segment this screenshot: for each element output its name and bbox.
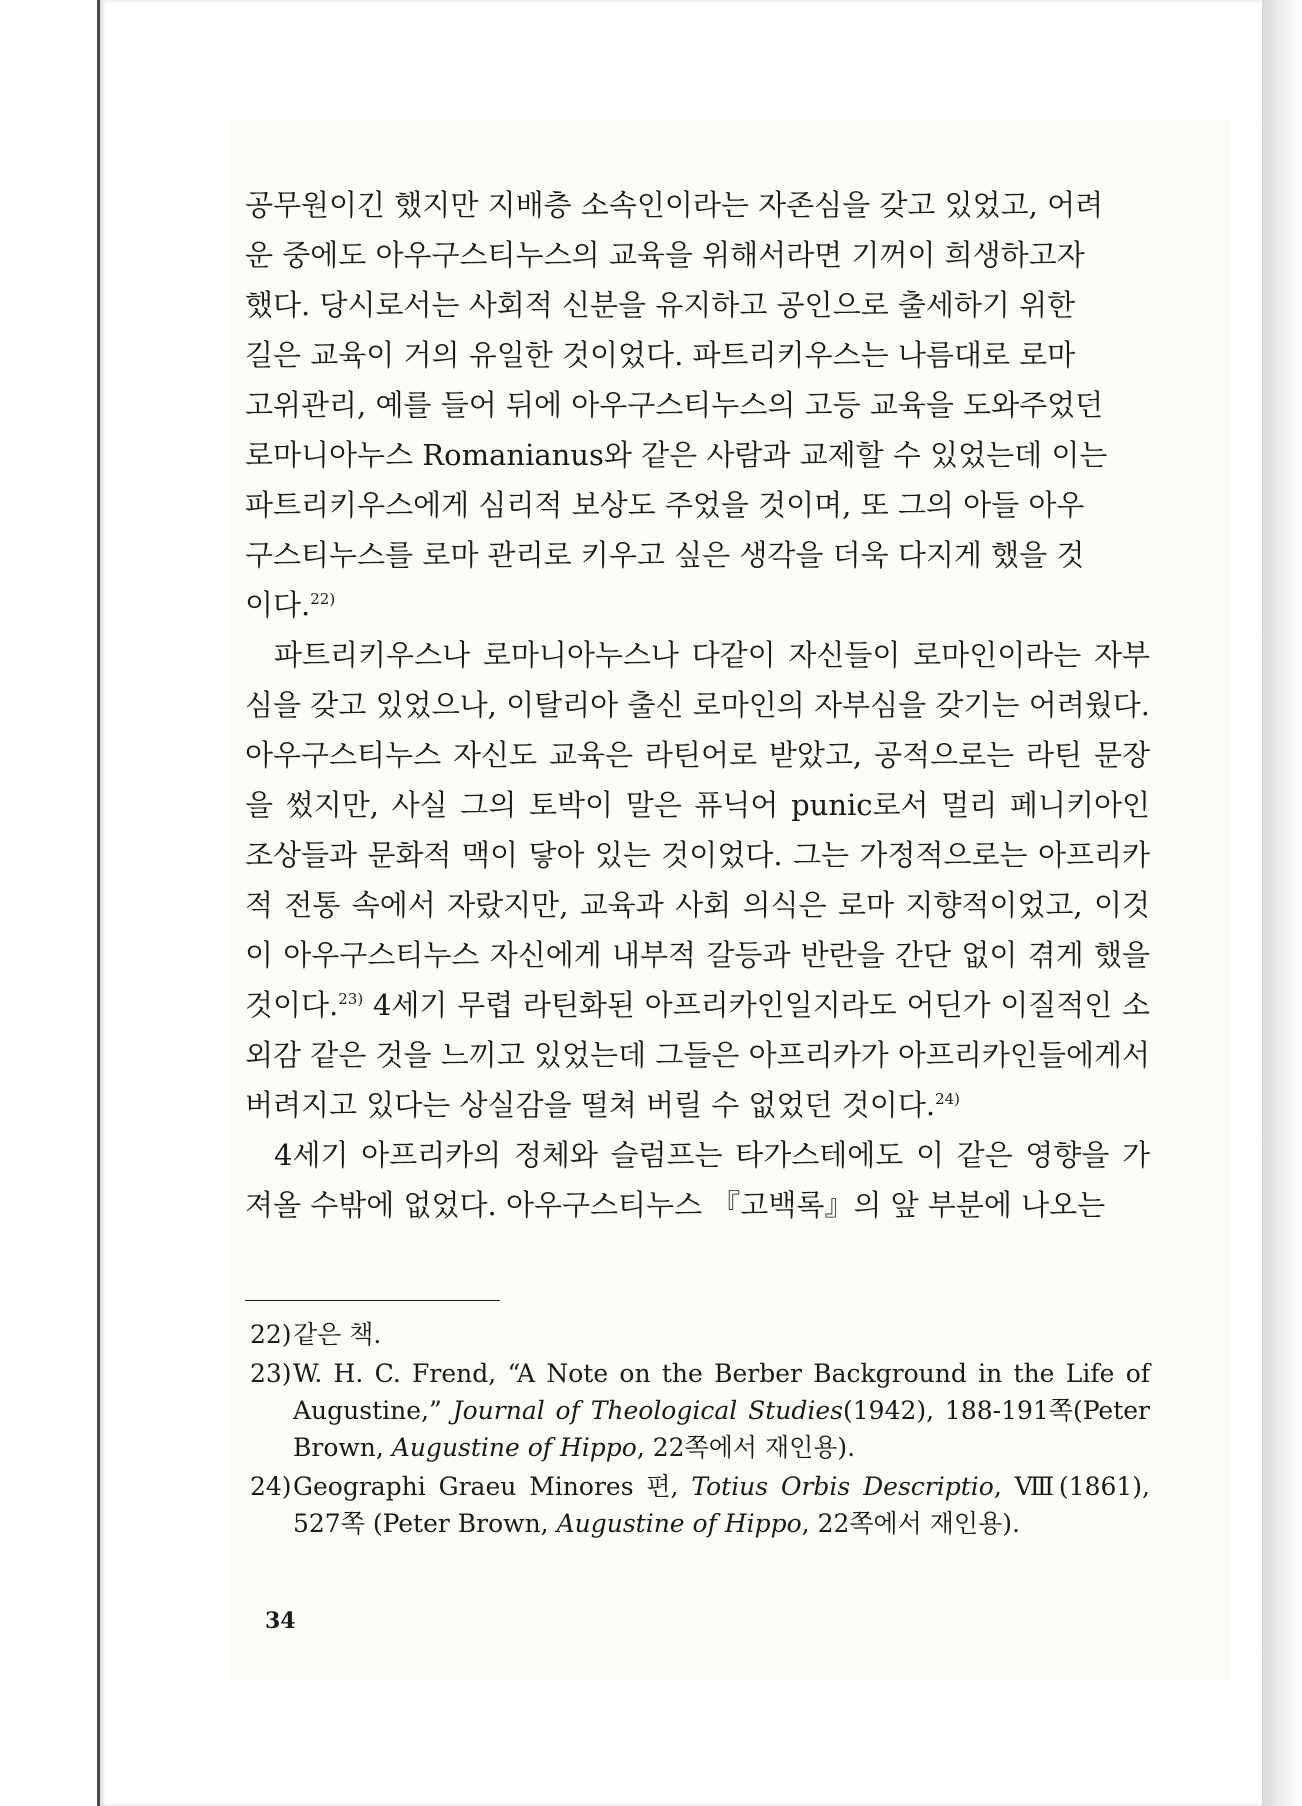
- line: 구스티누스를 로마 관리로 키우고 싶은 생각을 더욱 다지게 했을 것: [245, 538, 1085, 572]
- footnote-text: , 22쪽에서 재인용).: [636, 1433, 856, 1462]
- footnote-number: 24): [250, 1472, 292, 1501]
- footnote-divider: [245, 1300, 500, 1301]
- line: 파트리키우스에게 심리적 보상도 주었을 것이며, 또 그의 아들 아우: [245, 488, 1085, 522]
- footnote-24: [250, 1468, 1150, 1542]
- footnote-number: 23): [250, 1359, 292, 1388]
- paragraph-1: [245, 180, 1150, 630]
- page-edge-shadow: [1262, 0, 1302, 1806]
- footnote-23: [250, 1355, 1150, 1466]
- book-title: Augustine of Hippo: [391, 1433, 637, 1462]
- footnote-text: , Ⅷ(1861), 527쪽 (Peter Brown,: [293, 1472, 1150, 1538]
- line: 공무원이긴 했지만 지배층 소속인이라는 자존심을 갖고 있었고, 어려: [245, 188, 1104, 222]
- footnote-ref-24[interactable]: 24): [935, 1090, 961, 1108]
- line: 고위관리, 예를 들어 뒤에 아우구스티누스의 고등 교육을 도와주었던: [245, 388, 1104, 422]
- footnote-text: W. H. C. Frend, “A Note on the Berber Background in the Life of Augustine,”: [293, 1359, 1150, 1425]
- line: 길은 교육이 거의 유일한 것이었다. 파트리키우스는 나름대로 로마: [245, 338, 1076, 372]
- footnote-number: 22): [250, 1320, 292, 1349]
- footnote-ref-23[interactable]: 23): [338, 990, 364, 1008]
- footnotes: [250, 1316, 1150, 1544]
- paragraph-3: 4세기 아프리카의 정체와 슬럼프는 타가스테에도 이 같은 영향을 가져올 수밖에 없었다. 아우구스티누스 『고백록』의 앞 부분에 나오는: [245, 1138, 1150, 1222]
- book-title: Augustine of Hippo: [556, 1509, 802, 1538]
- journal-title: Journal of Theological Studies: [452, 1396, 843, 1425]
- work-title: Totius Orbis Descriptio: [691, 1472, 994, 1501]
- line: 로마니아누스 Romanianus와 같은 사람과 교제할 수 있었는데 이는: [245, 438, 1108, 472]
- line: 운 중에도 아우구스티누스의 교육을 위해서라면 기꺼이 희생하고자: [245, 238, 1085, 272]
- viewer-background: [0, 0, 97, 1806]
- footnote-text: , 22쪽에서 재인용).: [801, 1509, 1020, 1538]
- paragraph-2: [245, 630, 1150, 1130]
- paragraph-2-part-1: 파트리키우스나 로마니아누스나 다같이 자신들이 로마인이라는 자부심을 갖고 있었으나, 이탈리아 출신 로마인의 자부심을 갖기는 어려웠다. 아우구스티누스 자신도 교육은 라틴어로 받았고, 공적으로는 라틴 문장을 썼지만, 사실 그의 토박이 말은 퓨닉어 punic로서 멀리 페니키아인 조상들과 문화적 맥이 닿아 있는 것이었다. 그는 가정적으로는 아프리카적 전통 속에서 자랐지만, 교육과 사회 의식은 로마 지향적이었고, 이것이 아우구스티누스 자신에게 내부적 갈등과 반란을 간단 없이 겪게 했을 것이다.: [245, 638, 1150, 1022]
- footnote-text: (1942), 188-191쪽(Peter Brown,: [293, 1396, 1150, 1462]
- footnote-text: 같은 책.: [293, 1320, 382, 1349]
- footnote-ref-22[interactable]: 22): [310, 590, 336, 608]
- line: 이다.: [245, 588, 311, 622]
- page-number: 34: [265, 1608, 296, 1634]
- body-text: [245, 180, 1150, 1230]
- line: 했다. 당시로서는 사회적 신분을 유지하고 공인으로 출세하기 위한: [245, 288, 1076, 322]
- footnote-22: [250, 1316, 1150, 1353]
- footnote-text: Geographi Graeu Minores 편,: [293, 1472, 692, 1501]
- paragraph-2-part-2: 4세기 무렵 라틴화된 아프리카인일지라도 어딘가 이질적인 소외감 같은 것을 느끼고 있었는데 그들은 아프리카가 아프리카인들에게서 버려지고 있다는 상실감을 떨쳐 버릴 수 없었던 것이다.: [245, 988, 1150, 1122]
